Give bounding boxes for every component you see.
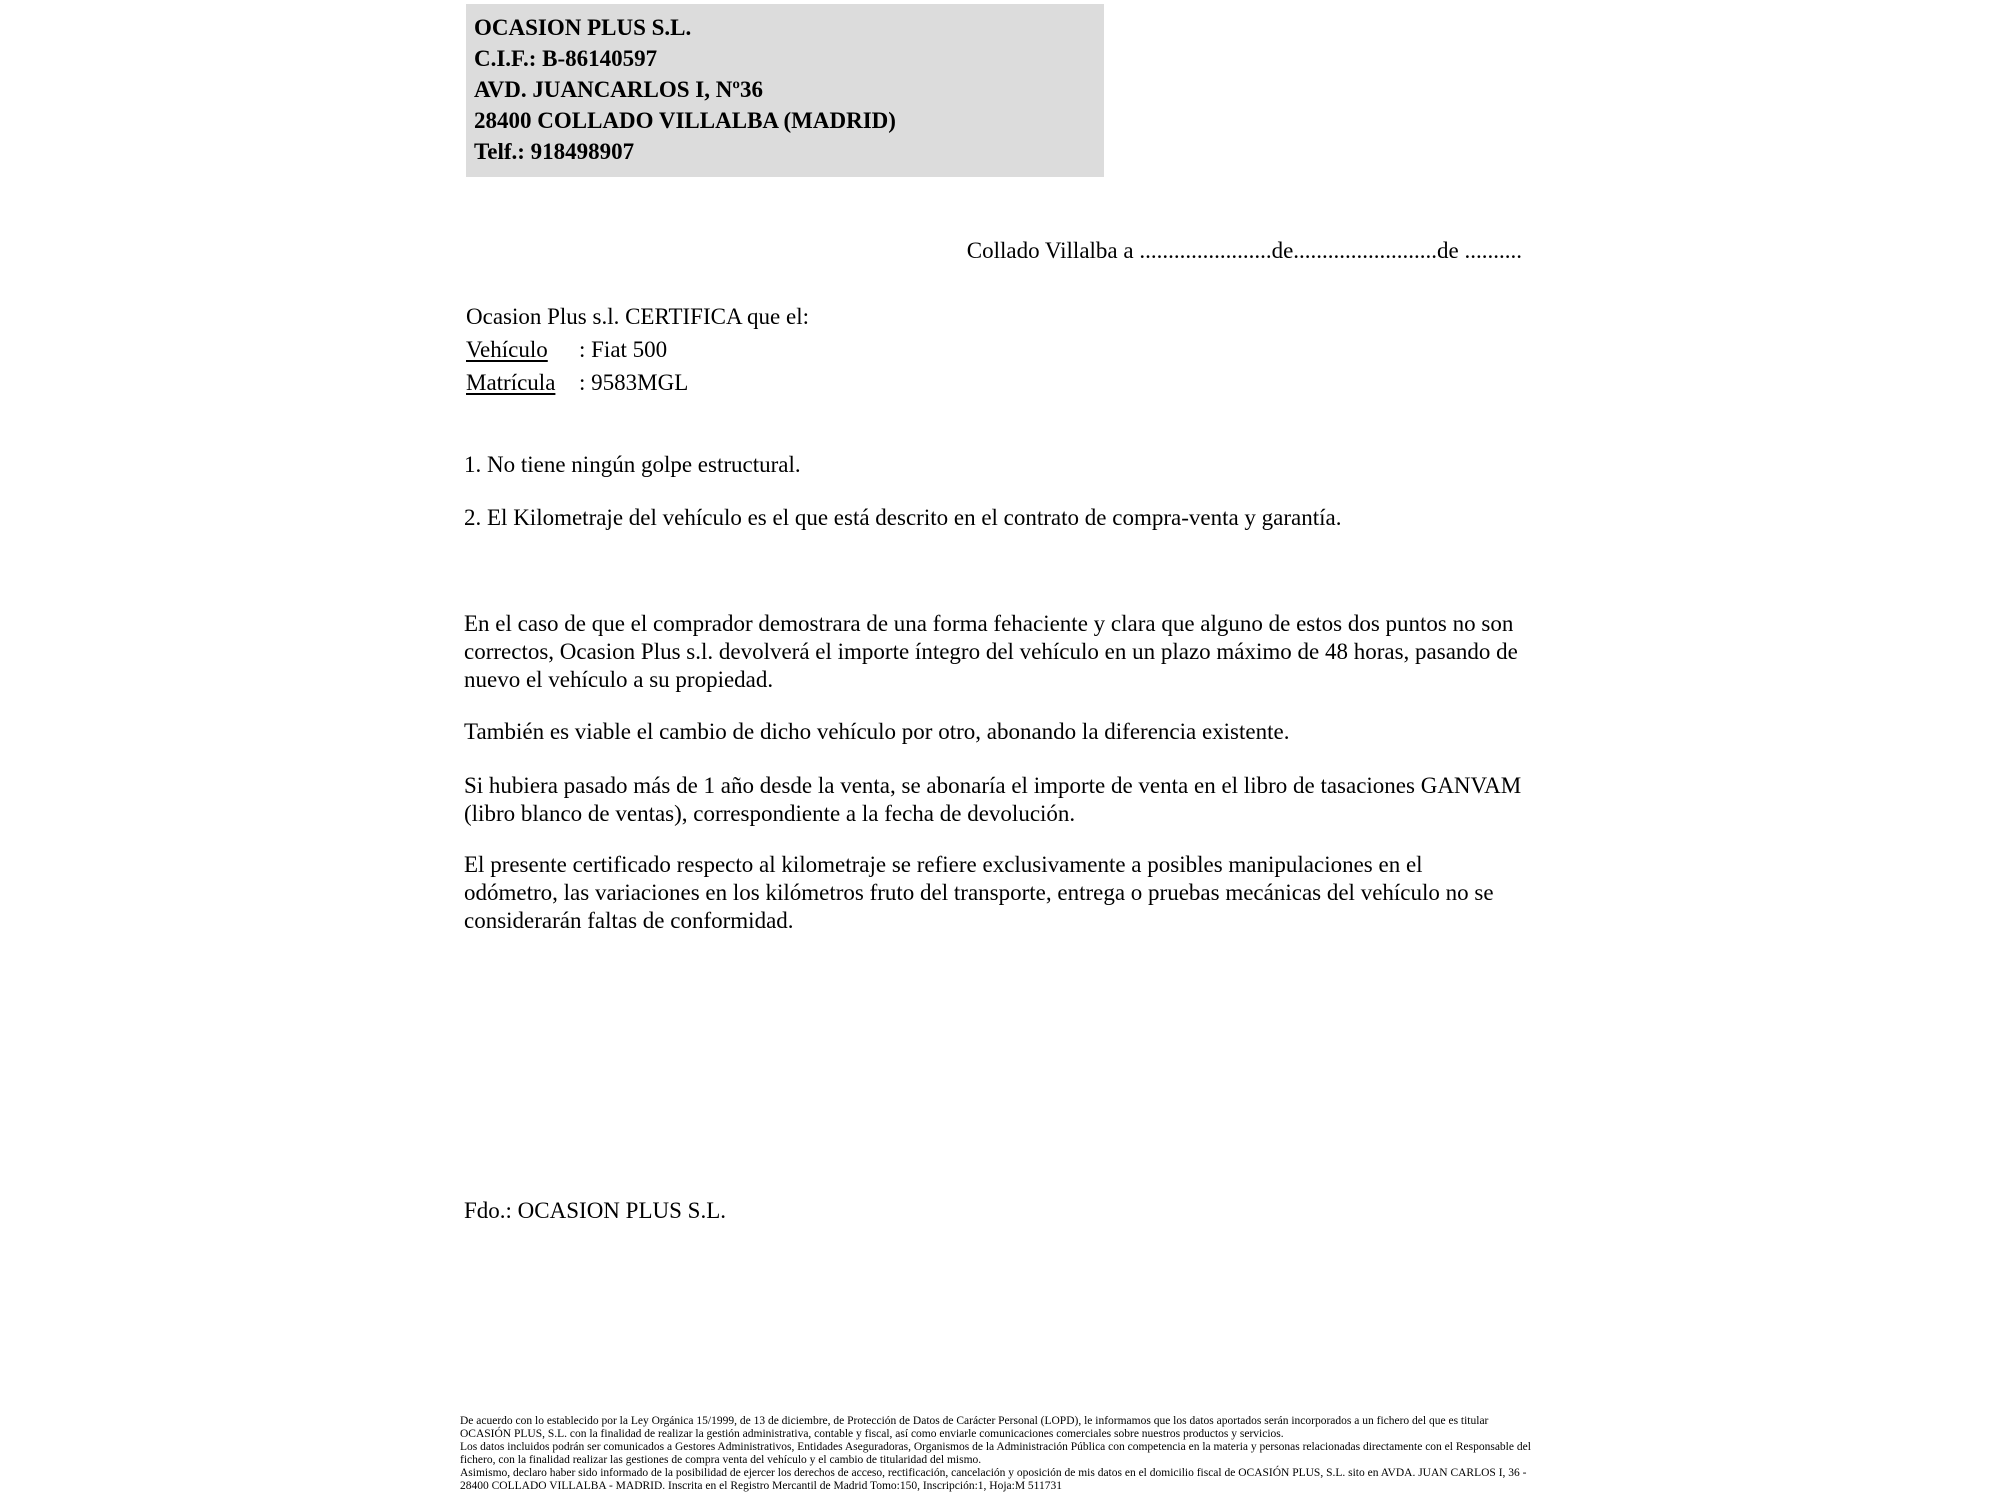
point-1: 1. No tiene ningún golpe estructural.: [464, 452, 801, 477]
legal-footer: [460, 1415, 1540, 1493]
point-2: 2. El Kilometraje del vehículo es el que está descrito en el contrato de compra-venta y garantía.: [464, 505, 1342, 530]
company-header-box: [466, 4, 1104, 177]
legal-footer-paragraph-rights: Asimismo, declaro haber sido informado de la posibilidad de ejercer los derechos de acceso, rectificación, cancelación y oposición de mis datos en el domicilio fiscal de OCASIÓN PLUS, S.L. sito en AVDA. JUAN CARLOS I, 36 - 28400 COLLADO VILLALBA - MADRID. Inscrita en el Registro Mercantil de Madrid Tomo:150, Inscripción:1, Hoja:M 511731: [460, 1467, 1527, 1492]
plate-value: : 9583MGL: [579, 370, 689, 395]
vehicle-value: : Fiat 500: [579, 337, 668, 362]
vehicle-label: [466, 333, 579, 366]
date-line: Collado Villalba a .......................de.........................de ..........: [966, 238, 1522, 263]
paragraph-refund: En el caso de que el comprador demostrara de una forma fehaciente y clara que alguno de estos dos puntos no son correctos, Ocasion Plus s.l. devolverá el importe íntegro del vehículo en un plazo máximo de 48 horas, pasando de nuevo el vehículo a su propiedad.: [464, 611, 1518, 692]
company-cif: C.I.F.: B-86140597: [474, 46, 658, 71]
legal-footer-paragraph-lopd: De acuerdo con lo establecido por la Ley Orgánica 15/1999, de 13 de diciembre, de Protección de Datos de Carácter Personal (LOPD), le informamos que los datos aportados serán incorporados a un fichero del que es titular OCASIÓN PLUS, S.L. con la finalidad de realizar la gestión administrativa, contable y fiscal, así como enviarle comunicaciones comerciales sobre nuestros productos y servicios.: [460, 1415, 1489, 1440]
company-city: 28400 COLLADO VILLALBA (MADRID): [474, 108, 896, 133]
legal-footer-paragraph-data-sharing: Los datos incluidos podrán ser comunicados a Gestores Administrativos, Entidades Aseguradoras, Organismos de la Administración Pública con competencia en la materia y personas relacionadas directamente con el Responsable del fichero, con la finalidad realizar las gestiones de compra venta del vehículo y el cambio de titularidad del mismo.: [460, 1441, 1531, 1466]
signature-line: Fdo.: OCASION PLUS S.L.: [464, 1198, 726, 1223]
plate-row: [466, 366, 1522, 399]
certify-block: [466, 300, 1522, 399]
paragraph-odometer: El presente certificado respecto al kilometraje se refiere exclusivamente a posibles manipulaciones en el odómetro, las variaciones en los kilómetros fruto del transporte, entrega o pruebas mecánicas del vehículo no se considerarán faltas de conformidad.: [464, 852, 1494, 933]
plate-label-text: Matrícula: [466, 370, 556, 395]
vehicle-row: [466, 333, 1522, 366]
vehicle-label-text: Vehículo: [466, 337, 548, 362]
plate-label: [466, 366, 579, 399]
certify-intro: Ocasion Plus s.l. CERTIFICA que el:: [466, 304, 809, 329]
company-name: OCASION PLUS S.L.: [474, 15, 692, 40]
paragraph-exchange: También es viable el cambio de dicho vehículo por otro, abonando la diferencia existente.: [464, 719, 1290, 744]
paragraph-ganvam: Si hubiera pasado más de 1 año desde la venta, se abonaría el importe de venta en el libro de tasaciones GANVAM (libro blanco de ventas), correspondiente a la fecha de devolución.: [464, 773, 1522, 826]
company-phone: Telf.: 918498907: [474, 139, 635, 164]
company-address: AVD. JUANCARLOS I, Nº36: [474, 77, 763, 102]
